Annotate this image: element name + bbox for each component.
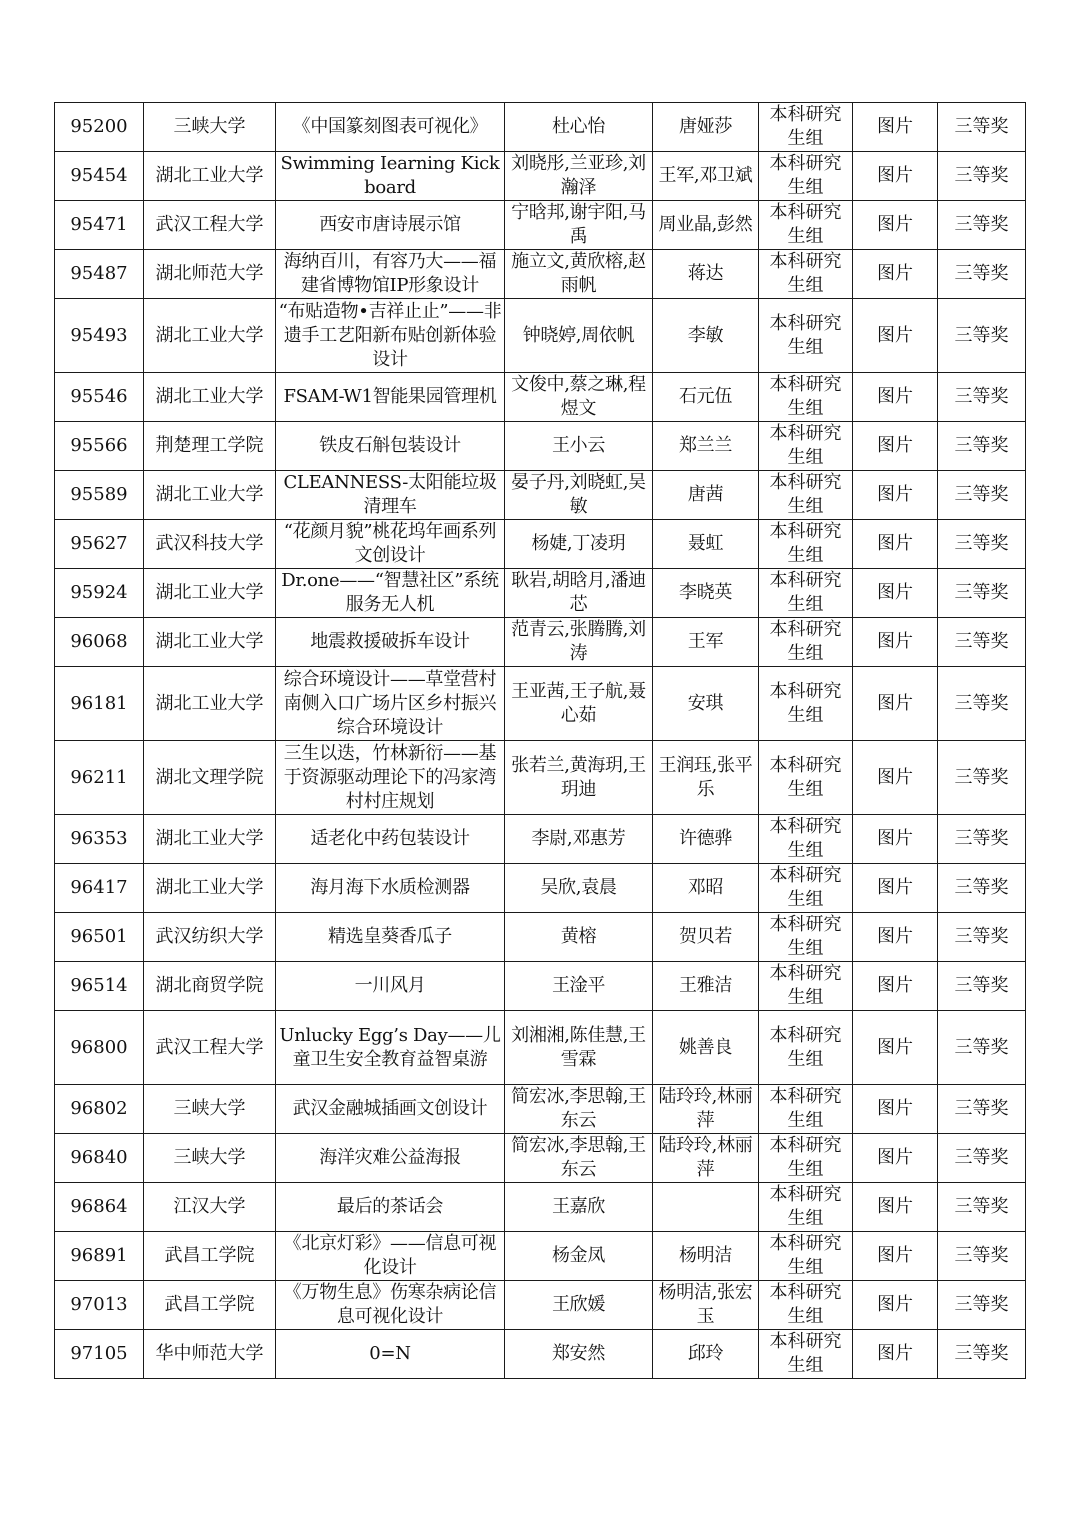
authors: 郑安然: [505, 1330, 653, 1379]
advisor: 聂虹: [653, 520, 759, 569]
advisor: 唐娅莎: [653, 103, 759, 152]
work-title: 一川风月: [276, 962, 505, 1011]
school: 武昌工学院: [144, 1232, 276, 1281]
school: 湖北商贸学院: [144, 962, 276, 1011]
authors: 宁晗邦,谢宇阳,马禹: [505, 201, 653, 250]
authors: 张若兰,黄海玥,王玥迪: [505, 741, 653, 815]
advisor: 郑兰兰: [653, 422, 759, 471]
table-row: [55, 913, 1026, 962]
advisor: 邱玲: [653, 1330, 759, 1379]
table-row: [55, 201, 1026, 250]
advisor: 蒋达: [653, 250, 759, 299]
category: 图片: [853, 103, 938, 152]
table-row: [55, 103, 1026, 152]
advisor: 王雅洁: [653, 962, 759, 1011]
table-row: [55, 741, 1026, 815]
category: 图片: [853, 569, 938, 618]
table-row: [55, 152, 1026, 201]
table-row: [55, 962, 1026, 1011]
award-table: [54, 102, 1026, 1379]
authors: 简宏冰,李思翰,王东云: [505, 1134, 653, 1183]
school: 武汉工程大学: [144, 1011, 276, 1085]
school: 湖北工业大学: [144, 299, 276, 373]
school: 湖北文理学院: [144, 741, 276, 815]
table-row: [55, 1134, 1026, 1183]
work-title: 0=N: [276, 1330, 505, 1379]
award: 三等奖: [938, 103, 1026, 152]
entry-id: 95589: [55, 471, 144, 520]
award: 三等奖: [938, 1232, 1026, 1281]
entry-id: 96181: [55, 667, 144, 741]
work-title: 海月海下水质检测器: [276, 864, 505, 913]
entry-id: 96864: [55, 1183, 144, 1232]
school: 湖北工业大学: [144, 667, 276, 741]
work-title: 适老化中药包装设计: [276, 815, 505, 864]
entry-id: 96211: [55, 741, 144, 815]
authors: 杨婕,丁凌玥: [505, 520, 653, 569]
entry-id: 95493: [55, 299, 144, 373]
school: 武昌工学院: [144, 1281, 276, 1330]
authors: 施立文,黄欣榕,赵雨帆: [505, 250, 653, 299]
school: 武汉纺织大学: [144, 913, 276, 962]
entry-id: 95200: [55, 103, 144, 152]
entry-id: 95487: [55, 250, 144, 299]
work-title: FSAM-W1智能果园管理机: [276, 373, 505, 422]
work-title: CLEANNESS-太阳能垃圾清理车: [276, 471, 505, 520]
advisor: 许德骅: [653, 815, 759, 864]
category: 图片: [853, 1281, 938, 1330]
school: 湖北师范大学: [144, 250, 276, 299]
entry-id: 97105: [55, 1330, 144, 1379]
category: 图片: [853, 1183, 938, 1232]
group: 本科研究生组: [759, 667, 853, 741]
award: 三等奖: [938, 962, 1026, 1011]
work-title: Unlucky Egg’s Day——儿童卫生安全教育益智桌游: [276, 1011, 505, 1085]
advisor: 唐茜: [653, 471, 759, 520]
table-row: [55, 815, 1026, 864]
group: 本科研究生组: [759, 250, 853, 299]
work-title: 综合环境设计——草堂营村南侧入口广场片区乡村振兴综合环境设计: [276, 667, 505, 741]
category: 图片: [853, 373, 938, 422]
advisor: 王军: [653, 618, 759, 667]
award: 三等奖: [938, 1281, 1026, 1330]
entry-id: 95627: [55, 520, 144, 569]
group: 本科研究生组: [759, 373, 853, 422]
table-body: [55, 103, 1026, 1379]
group: 本科研究生组: [759, 1085, 853, 1134]
work-title: “布贴造物•吉祥止止”——非遗手工艺阳新布贴创新体验设计: [276, 299, 505, 373]
entry-id: 95471: [55, 201, 144, 250]
award: 三等奖: [938, 471, 1026, 520]
group: 本科研究生组: [759, 1232, 853, 1281]
entry-id: 96514: [55, 962, 144, 1011]
work-title: 武汉金融城插画文创设计: [276, 1085, 505, 1134]
authors: 王小云: [505, 422, 653, 471]
group: 本科研究生组: [759, 815, 853, 864]
group: 本科研究生组: [759, 741, 853, 815]
group: 本科研究生组: [759, 422, 853, 471]
award: 三等奖: [938, 1085, 1026, 1134]
authors: 刘晓彤,兰亚珍,刘瀚泽: [505, 152, 653, 201]
table-row: [55, 250, 1026, 299]
advisor: 李晓英: [653, 569, 759, 618]
group: 本科研究生组: [759, 962, 853, 1011]
school: 江汉大学: [144, 1183, 276, 1232]
table-row: [55, 1011, 1026, 1085]
entry-id: 96068: [55, 618, 144, 667]
table-row: [55, 373, 1026, 422]
group: 本科研究生组: [759, 1330, 853, 1379]
school: 湖北工业大学: [144, 152, 276, 201]
authors: 王嘉欣: [505, 1183, 653, 1232]
authors: 范青云,张腾腾,刘涛: [505, 618, 653, 667]
school: 湖北工业大学: [144, 373, 276, 422]
entry-id: 95454: [55, 152, 144, 201]
category: 图片: [853, 520, 938, 569]
award: 三等奖: [938, 815, 1026, 864]
authors: 耿岩,胡晗月,潘迪芯: [505, 569, 653, 618]
table-row: [55, 1281, 1026, 1330]
entry-id: 95546: [55, 373, 144, 422]
authors: 钟晓婷,周依帆: [505, 299, 653, 373]
award: 三等奖: [938, 1330, 1026, 1379]
category: 图片: [853, 1330, 938, 1379]
table-row: [55, 569, 1026, 618]
table-row: [55, 422, 1026, 471]
category: 图片: [853, 667, 938, 741]
work-title: Swimming Iearning Kickboard: [276, 152, 505, 201]
advisor: 杨明洁,张宏玉: [653, 1281, 759, 1330]
category: 图片: [853, 815, 938, 864]
entry-id: 95566: [55, 422, 144, 471]
entry-id: 96353: [55, 815, 144, 864]
table-row: [55, 864, 1026, 913]
work-title: “花颜月貌”桃花坞年画系列文创设计: [276, 520, 505, 569]
table-row: [55, 299, 1026, 373]
category: 图片: [853, 1085, 938, 1134]
authors: 杨金凤: [505, 1232, 653, 1281]
award: 三等奖: [938, 913, 1026, 962]
group: 本科研究生组: [759, 103, 853, 152]
work-title: 西安市唐诗展示馆: [276, 201, 505, 250]
table-row: [55, 471, 1026, 520]
advisor: 石元伍: [653, 373, 759, 422]
school: 湖北工业大学: [144, 815, 276, 864]
authors: 文俊中,蔡之琳,程煜文: [505, 373, 653, 422]
advisor: 王军,邓卫斌: [653, 152, 759, 201]
school: 湖北工业大学: [144, 618, 276, 667]
advisor: 周业晶,彭然: [653, 201, 759, 250]
advisor: 陆玲玲,林丽萍: [653, 1085, 759, 1134]
award: 三等奖: [938, 422, 1026, 471]
authors: 黄榕: [505, 913, 653, 962]
work-title: 《万物生息》伤寒杂病论信息可视化设计: [276, 1281, 505, 1330]
work-title: 地震救援破拆车设计: [276, 618, 505, 667]
authors: 刘湘湘,陈佳慧,王雪霖: [505, 1011, 653, 1085]
advisor: 李敏: [653, 299, 759, 373]
authors: 杜心怡: [505, 103, 653, 152]
advisor: 姚善良: [653, 1011, 759, 1085]
award: 三等奖: [938, 618, 1026, 667]
advisor: 贺贝若: [653, 913, 759, 962]
school: 三峡大学: [144, 1134, 276, 1183]
work-title: Dr.one——“智慧社区”系统服务无人机: [276, 569, 505, 618]
group: 本科研究生组: [759, 1011, 853, 1085]
group: 本科研究生组: [759, 152, 853, 201]
category: 图片: [853, 299, 938, 373]
work-title: 海洋灾难公益海报: [276, 1134, 505, 1183]
entry-id: 96501: [55, 913, 144, 962]
award: 三等奖: [938, 1011, 1026, 1085]
award: 三等奖: [938, 1134, 1026, 1183]
category: 图片: [853, 618, 938, 667]
award: 三等奖: [938, 1183, 1026, 1232]
advisor: 杨明洁: [653, 1232, 759, 1281]
school: 湖北工业大学: [144, 569, 276, 618]
advisor: 邓昭: [653, 864, 759, 913]
advisor: [653, 1183, 759, 1232]
group: 本科研究生组: [759, 864, 853, 913]
work-title: 《北京灯彩》——信息可视化设计: [276, 1232, 505, 1281]
group: 本科研究生组: [759, 913, 853, 962]
category: 图片: [853, 913, 938, 962]
award: 三等奖: [938, 667, 1026, 741]
entry-id: 97013: [55, 1281, 144, 1330]
group: 本科研究生组: [759, 1281, 853, 1330]
advisor: 陆玲玲,林丽萍: [653, 1134, 759, 1183]
group: 本科研究生组: [759, 1134, 853, 1183]
authors: 吴欣,袁晨: [505, 864, 653, 913]
work-title: 三生以迭，竹林新衍——基于资源驱动理论下的冯家湾村村庄规划: [276, 741, 505, 815]
table-row: [55, 618, 1026, 667]
award: 三等奖: [938, 250, 1026, 299]
award: 三等奖: [938, 741, 1026, 815]
authors: 晏子丹,刘晓虹,吴敏: [505, 471, 653, 520]
school: 湖北工业大学: [144, 864, 276, 913]
category: 图片: [853, 422, 938, 471]
authors: 王亚茜,王子航,聂心茹: [505, 667, 653, 741]
table-row: [55, 1085, 1026, 1134]
school: 武汉工程大学: [144, 201, 276, 250]
award: 三等奖: [938, 373, 1026, 422]
entry-id: 96840: [55, 1134, 144, 1183]
advisor: 王润珏,张平乐: [653, 741, 759, 815]
award: 三等奖: [938, 201, 1026, 250]
entry-id: 95924: [55, 569, 144, 618]
advisor: 安琪: [653, 667, 759, 741]
school: 三峡大学: [144, 103, 276, 152]
entry-id: 96800: [55, 1011, 144, 1085]
category: 图片: [853, 864, 938, 913]
group: 本科研究生组: [759, 471, 853, 520]
group: 本科研究生组: [759, 299, 853, 373]
award: 三等奖: [938, 864, 1026, 913]
table-row: [55, 1183, 1026, 1232]
table-row: [55, 667, 1026, 741]
work-title: 海纳百川，有容乃大——福建省博物馆IP形象设计: [276, 250, 505, 299]
group: 本科研究生组: [759, 618, 853, 667]
category: 图片: [853, 1011, 938, 1085]
authors: 王淦平: [505, 962, 653, 1011]
category: 图片: [853, 471, 938, 520]
authors: 王欣媛: [505, 1281, 653, 1330]
table-row: [55, 520, 1026, 569]
category: 图片: [853, 250, 938, 299]
category: 图片: [853, 201, 938, 250]
award: 三等奖: [938, 520, 1026, 569]
entry-id: 96417: [55, 864, 144, 913]
school: 华中师范大学: [144, 1330, 276, 1379]
school: 荆楚理工学院: [144, 422, 276, 471]
school: 武汉科技大学: [144, 520, 276, 569]
entry-id: 96891: [55, 1232, 144, 1281]
authors: 李尉,邓惠芳: [505, 815, 653, 864]
group: 本科研究生组: [759, 569, 853, 618]
entry-id: 96802: [55, 1085, 144, 1134]
award: 三等奖: [938, 152, 1026, 201]
category: 图片: [853, 1134, 938, 1183]
table-row: [55, 1232, 1026, 1281]
group: 本科研究生组: [759, 201, 853, 250]
work-title: 最后的茶话会: [276, 1183, 505, 1232]
work-title: 精选皇葵香瓜子: [276, 913, 505, 962]
work-title: 铁皮石斛包装设计: [276, 422, 505, 471]
award: 三等奖: [938, 569, 1026, 618]
school: 湖北工业大学: [144, 471, 276, 520]
work-title: 《中国篆刻图表可视化》: [276, 103, 505, 152]
category: 图片: [853, 741, 938, 815]
group: 本科研究生组: [759, 520, 853, 569]
category: 图片: [853, 962, 938, 1011]
category: 图片: [853, 152, 938, 201]
award: 三等奖: [938, 299, 1026, 373]
group: 本科研究生组: [759, 1183, 853, 1232]
authors: 简宏冰,李思翰,王东云: [505, 1085, 653, 1134]
school: 三峡大学: [144, 1085, 276, 1134]
category: 图片: [853, 1232, 938, 1281]
table-row: [55, 1330, 1026, 1379]
